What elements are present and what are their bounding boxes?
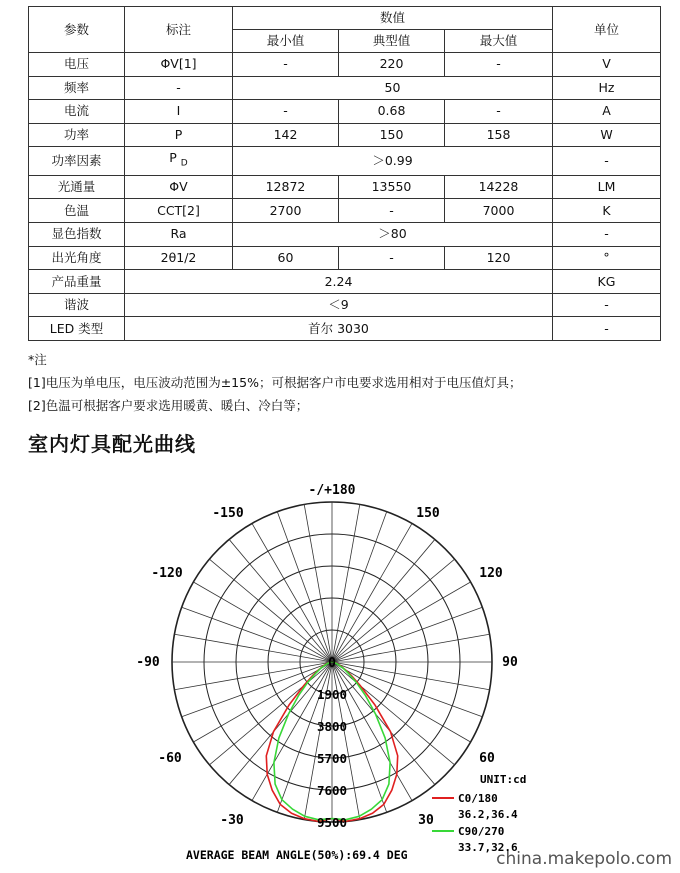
- cell-note-text: Ra: [170, 226, 187, 242]
- cell-note-text: ΦV: [169, 179, 188, 195]
- spec-table: [28, 6, 661, 341]
- cell-typ: -: [339, 199, 445, 223]
- cell-param: 出光角度: [29, 246, 125, 270]
- legend-values-c90-270: 33.7,32.6: [458, 841, 518, 854]
- cell-note-text: ΦV[1]: [160, 56, 197, 72]
- table-row: [29, 317, 661, 341]
- angle-label-30: 30: [418, 813, 434, 828]
- polar-light-distribution-chart: [0, 470, 680, 870]
- header-typ: 典型值: [339, 30, 445, 53]
- cell-param: 显色指数: [29, 223, 125, 247]
- cell-unit: KG: [553, 270, 661, 294]
- table-row: [29, 223, 661, 247]
- cell-max: 14228: [445, 175, 553, 199]
- cell-typ: 0.68: [339, 100, 445, 124]
- cell-note-text: P: [174, 127, 183, 143]
- cell-min: 12872: [233, 175, 339, 199]
- radial-label: 5700: [316, 751, 348, 766]
- cell-param: LED 类型: [29, 317, 125, 341]
- legend-name-c0-180: C0/180: [458, 792, 498, 805]
- cell-min: 2700: [233, 199, 339, 223]
- legend-name-c90-270: C90/270: [458, 825, 505, 838]
- header-row: [29, 7, 661, 30]
- center-label: 0: [328, 656, 336, 671]
- header-min: 最小值: [233, 30, 339, 53]
- angle-label-neg30: -30: [220, 813, 244, 828]
- cell-note: [125, 76, 233, 100]
- cell-unit: W: [553, 123, 661, 147]
- cell-note: [125, 100, 233, 124]
- angle-label-180: -/+180: [308, 483, 356, 498]
- angle-label-neg90: -90: [136, 655, 160, 670]
- cell-unit: -: [553, 317, 661, 341]
- header-value: 数值: [233, 7, 553, 30]
- table-row: [29, 147, 661, 176]
- cell-param: 光通量: [29, 175, 125, 199]
- cell-typ: -: [339, 246, 445, 270]
- cell-param: 电压: [29, 53, 125, 77]
- cell-note: [125, 147, 233, 176]
- cell-min: 60: [233, 246, 339, 270]
- section-title: 室内灯具配光曲线: [28, 432, 196, 456]
- cell-value-merged: 2.24: [125, 270, 553, 294]
- cell-typ: 220: [339, 53, 445, 77]
- angle-label-neg60: -60: [158, 751, 182, 766]
- table-row: [29, 100, 661, 124]
- cell-min: 142: [233, 123, 339, 147]
- header-unit: 单位: [553, 7, 661, 53]
- cell-note: [125, 246, 233, 270]
- table-row: [29, 123, 661, 147]
- cell-param: 功率因素: [29, 147, 125, 176]
- cell-note: [125, 123, 233, 147]
- cell-unit: -: [553, 147, 661, 176]
- cell-min: -: [233, 53, 339, 77]
- cell-note-text: P: [169, 150, 177, 166]
- header-note: 标注: [125, 7, 233, 53]
- cell-value-merged: ＞0.99: [233, 147, 553, 176]
- cell-note-subscript: D: [180, 158, 188, 169]
- cell-param: 电流: [29, 100, 125, 124]
- cell-note: [125, 175, 233, 199]
- table-row: [29, 246, 661, 270]
- angle-label-neg150: -150: [212, 506, 244, 521]
- cell-param: 色温: [29, 199, 125, 223]
- table-row: [29, 270, 661, 294]
- table-row: [29, 53, 661, 77]
- cell-note-text: I: [176, 103, 181, 119]
- cell-unit: -: [553, 223, 661, 247]
- cell-note-text: 2θ1/2: [160, 249, 197, 265]
- cell-unit: K: [553, 199, 661, 223]
- cell-min: -: [233, 100, 339, 124]
- cell-unit: °: [553, 246, 661, 270]
- angle-label-90: 90: [502, 655, 518, 670]
- cell-max: -: [445, 53, 553, 77]
- angle-label-120: 120: [479, 566, 503, 581]
- radial-label: 7600: [316, 783, 348, 798]
- table-row: [29, 175, 661, 199]
- notes: [28, 348, 521, 417]
- cell-note-text: -: [176, 79, 181, 95]
- cell-typ: 13550: [339, 175, 445, 199]
- note-2: [2]色温可根据客户要求选用暖黄、暖白、冷白等；: [28, 398, 309, 413]
- cell-param: 功率: [29, 123, 125, 147]
- header-param: 参数: [29, 7, 125, 53]
- cell-note-text: CCT[2]: [157, 202, 200, 218]
- cell-param: 频率: [29, 76, 125, 100]
- legend-values-c0-180: 36.2,36.4: [458, 808, 518, 821]
- cell-param: 产品重量: [29, 270, 125, 294]
- table-row: [29, 199, 661, 223]
- cell-typ: 150: [339, 123, 445, 147]
- cell-max: -: [445, 100, 553, 124]
- cell-max: 120: [445, 246, 553, 270]
- table-row: [29, 76, 661, 100]
- cell-note: [125, 223, 233, 247]
- radial-label: 3800: [316, 719, 348, 734]
- radial-label: 1900: [316, 687, 348, 702]
- cell-value-merged: ＞80: [233, 223, 553, 247]
- note-1: [1]电压为单电压，电压波动范围为±15%；可根据客户市电要求选用相对于电压值灯具；: [28, 375, 522, 390]
- angle-label-neg120: -120: [151, 566, 183, 581]
- cell-note: [125, 199, 233, 223]
- table-row: [29, 293, 661, 317]
- cell-unit: -: [553, 293, 661, 317]
- beam-angle-footer: AVERAGE BEAM ANGLE(50%):69.4 DEG: [186, 848, 408, 862]
- radial-label: 9500: [316, 815, 348, 830]
- cell-max: 158: [445, 123, 553, 147]
- cell-value-merged: 50: [233, 76, 553, 100]
- cell-unit: Hz: [553, 76, 661, 100]
- cell-note: [125, 53, 233, 77]
- angle-label-60: 60: [479, 751, 495, 766]
- cell-unit: A: [553, 100, 661, 124]
- cell-unit: LM: [553, 175, 661, 199]
- unit-label: UNIT:cd: [480, 773, 527, 786]
- polar-labels: [136, 483, 518, 830]
- cell-value-merged: 首尔 3030: [125, 317, 553, 341]
- cell-unit: V: [553, 53, 661, 77]
- notes-star: *注: [28, 352, 47, 367]
- cell-param: 谐波: [29, 293, 125, 317]
- cell-max: 7000: [445, 199, 553, 223]
- cell-value-merged: ＜9: [125, 293, 553, 317]
- watermark: china.makepolo.com: [496, 849, 672, 869]
- angle-label-150: 150: [416, 506, 440, 521]
- header-max: 最大值: [445, 30, 553, 53]
